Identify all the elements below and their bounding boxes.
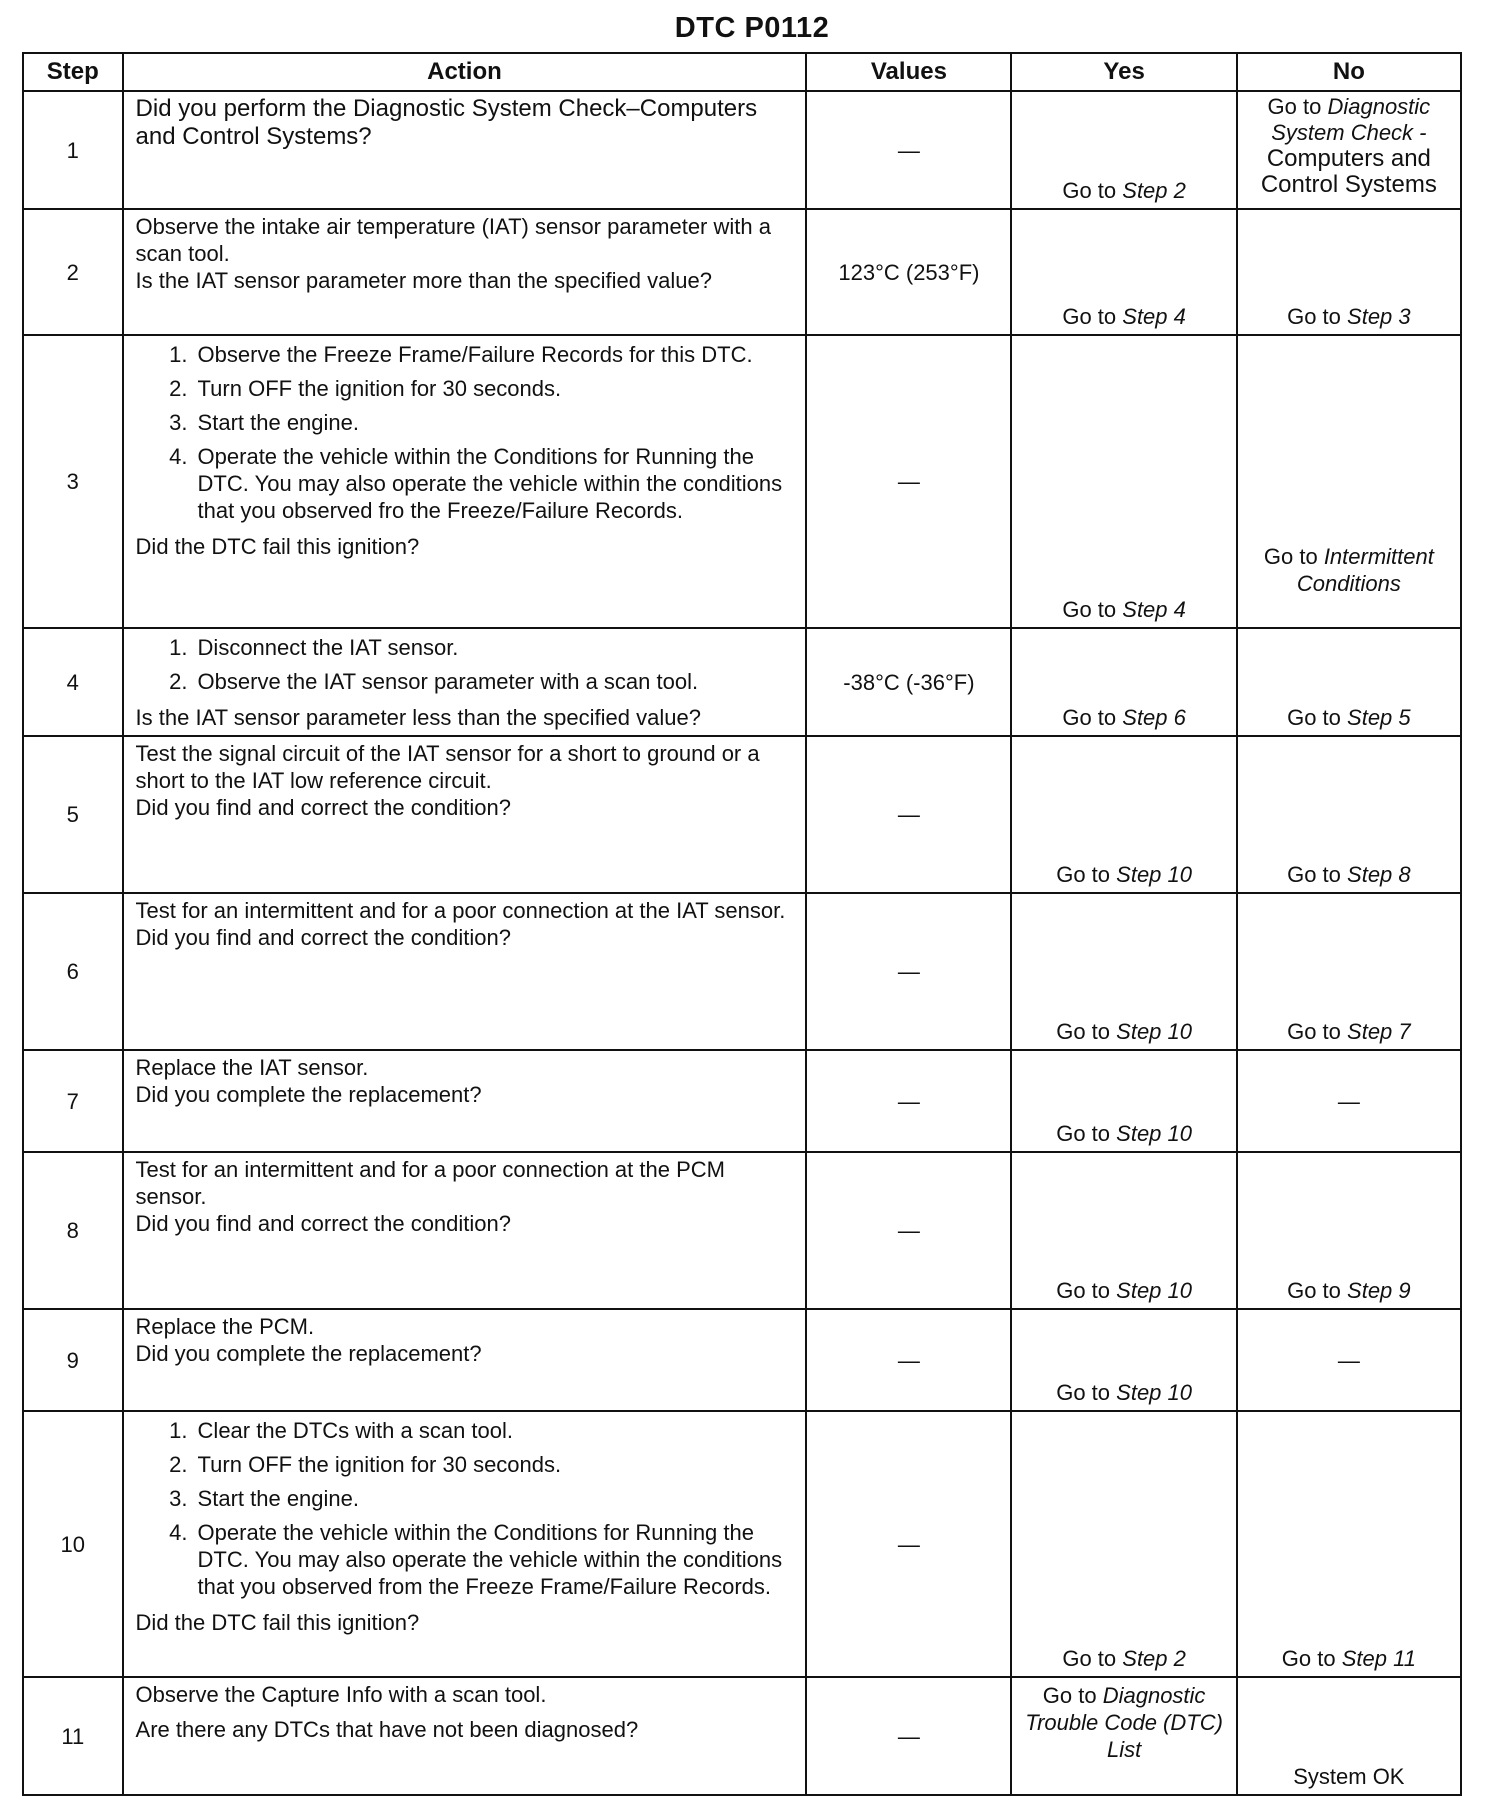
yes-cell: Go to Diagnostic Trouble Code (DTC) List (1011, 1677, 1236, 1795)
no-cell: System OK (1237, 1677, 1461, 1795)
yes-link[interactable]: Step 6 (1122, 705, 1186, 730)
header-step: Step (23, 53, 123, 91)
yes-link[interactable]: Diagnostic Trouble Code (DTC) List (1025, 1683, 1223, 1762)
no-link[interactable]: Intermittent Conditions (1296, 544, 1434, 596)
yes-link[interactable]: Step 2 (1122, 1646, 1186, 1671)
yes-cell: Go to Step 10 (1011, 1309, 1236, 1411)
action-question: Did you complete the replacement? (135, 1341, 482, 1366)
table-row (23, 91, 1461, 209)
values-cell: — (806, 1411, 1011, 1677)
table-row (23, 335, 1461, 628)
action-step: 2. Turn OFF the ignition for 30 seconds. (194, 375, 798, 402)
yes-cell: Go to Step 10 (1011, 736, 1236, 893)
header-no: No (1237, 53, 1461, 91)
yes-link[interactable]: Step 10 (1116, 1121, 1192, 1146)
action-cell (123, 335, 807, 628)
yes-link[interactable]: Step 4 (1122, 304, 1186, 329)
header-values: Values (806, 53, 1011, 91)
no-cell: Go to Step 5 (1237, 628, 1461, 736)
step-number: 10 (23, 1411, 123, 1677)
values-cell: — (806, 1309, 1011, 1411)
yes-cell: Go to Step 2 (1011, 1411, 1236, 1677)
no-link[interactable]: Step 7 (1347, 1019, 1411, 1044)
action-question: Did the DTC fail this ignition? (135, 534, 420, 559)
yes-link[interactable]: Step 2 (1122, 178, 1186, 203)
action-cell (123, 209, 807, 335)
no-link-tail[interactable]: Computers and Control Systems (1260, 145, 1437, 198)
no-link[interactable]: Step 8 (1347, 862, 1411, 887)
no-link[interactable]: Step 9 (1347, 1278, 1411, 1303)
values-cell: -38°C (-36°F) (806, 628, 1011, 736)
action-step: 2. Turn OFF the ignition for 30 seconds. (194, 1451, 798, 1478)
table-row (23, 736, 1461, 893)
table-row (23, 893, 1461, 1050)
yes-cell: Go to Step 4 (1011, 335, 1236, 628)
no-link[interactable]: Diagnostic System Check - (1271, 94, 1431, 145)
values-cell: 123°C (253°F) (806, 209, 1011, 335)
action-step: 1. Observe the Freeze Frame/Failure Records for this DTC. (194, 341, 798, 368)
page-title: DTC P0112 (674, 12, 830, 44)
step-number: 2 (23, 209, 123, 335)
values-cell: — (806, 1677, 1011, 1795)
step-number: 8 (23, 1152, 123, 1309)
action-cell (123, 1152, 807, 1309)
action-question: Are there any DTCs that have not been diagnosed? (135, 1717, 639, 1742)
action-text: Observe the Capture Info with a scan tool. (135, 1682, 547, 1707)
no-link[interactable]: Step 3 (1347, 304, 1411, 329)
action-step: 1. Disconnect the IAT sensor. (194, 634, 798, 661)
step-number: 7 (23, 1050, 123, 1152)
header-action: Action (123, 53, 807, 91)
action-cell (123, 1309, 807, 1411)
action-steps (136, 341, 798, 531)
diagnostic-table (22, 52, 1462, 1796)
yes-link[interactable]: Step 10 (1116, 862, 1192, 887)
header-row (23, 53, 1461, 91)
action-cell (123, 736, 807, 893)
table-row (23, 1050, 1461, 1152)
values-cell: — (806, 1152, 1011, 1309)
values-cell: — (806, 893, 1011, 1050)
values-cell: — (806, 335, 1011, 628)
step-number: 1 (23, 91, 123, 209)
values-cell: — (806, 736, 1011, 893)
yes-link[interactable]: Step 4 (1122, 597, 1186, 622)
yes-cell: Go to Step 10 (1011, 1050, 1236, 1152)
table-row (23, 1152, 1461, 1309)
action-question: Did the DTC fail this ignition? (135, 1610, 420, 1635)
action-question: Did you find and correct the condition? (135, 1211, 511, 1236)
no-cell: Go to Step 11 (1237, 1411, 1461, 1677)
step-number: 5 (23, 736, 123, 893)
action-question: Is the IAT sensor parameter less than the specified value? (135, 705, 701, 730)
no-cell: — (1237, 1309, 1461, 1411)
yes-cell: Go to Step 4 (1011, 209, 1236, 335)
action-step: 3. Start the engine. (194, 409, 798, 436)
yes-cell: Go to Step 6 (1011, 628, 1236, 736)
no-cell: — (1237, 1050, 1461, 1152)
action-cell (123, 893, 807, 1050)
no-cell: Go to Intermittent Conditions (1237, 335, 1461, 628)
values-cell: — (806, 1050, 1011, 1152)
action-steps (136, 634, 798, 702)
action-step: 3. Start the engine. (194, 1485, 798, 1512)
table-row (23, 1411, 1461, 1677)
action-step: 2. Observe the IAT sensor parameter with a scan tool. (194, 668, 798, 695)
action-step: 4. Operate the vehicle within the Conditions for Running the DTC. You may also operate the vehicle within the conditions that you observed fro the Freeze/Failure Records. (194, 443, 798, 524)
no-cell: Go to Step 7 (1237, 893, 1461, 1050)
step-number: 3 (23, 335, 123, 628)
action-text: Test the signal circuit of the IAT sensor for a short to ground or a short to the IAT low reference circuit. (135, 741, 760, 793)
table-row (23, 1677, 1461, 1795)
values-cell: — (806, 91, 1011, 209)
step-number: 4 (23, 628, 123, 736)
action-text: Test for an intermittent and for a poor connection at the IAT sensor. (135, 898, 786, 923)
action-text: Replace the PCM. (135, 1314, 315, 1339)
table-row (23, 628, 1461, 736)
header-yes: Yes (1011, 53, 1236, 91)
action-text: Observe the intake air temperature (IAT) sensor parameter with a scan tool. (135, 214, 771, 266)
step-number: 6 (23, 893, 123, 1050)
yes-cell: Go to Step 10 (1011, 893, 1236, 1050)
action-step: 4. Operate the vehicle within the Conditions for Running the DTC. You may also operate the vehicle within the conditions that you observed from the Freeze Frame/Failure Records. (194, 1519, 798, 1600)
action-text: Did you perform the Diagnostic System Check–Computers and Control Systems? (135, 95, 758, 150)
action-cell (123, 91, 807, 209)
step-number: 9 (23, 1309, 123, 1411)
no-cell: Go to Step 8 (1237, 736, 1461, 893)
action-step: 1. Clear the DTCs with a scan tool. (194, 1417, 798, 1444)
action-text: Test for an intermittent and for a poor connection at the PCM sensor. (135, 1157, 725, 1209)
yes-link[interactable]: Step 10 (1116, 1380, 1192, 1405)
yes-link[interactable]: Step 10 (1116, 1019, 1192, 1044)
step-number: 11 (23, 1677, 123, 1795)
no-cell: Go to Diagnostic System Check - Computers and Control Systems (1237, 91, 1461, 209)
no-cell: Go to Step 9 (1237, 1152, 1461, 1309)
yes-cell: Go to Step 2 (1011, 91, 1236, 209)
action-question: Did you find and correct the condition? (135, 925, 511, 950)
action-cell (123, 1411, 807, 1677)
no-link[interactable]: Step 5 (1347, 705, 1411, 730)
no-cell: Go to Step 3 (1237, 209, 1461, 335)
yes-link[interactable]: Step 10 (1116, 1278, 1192, 1303)
no-link[interactable]: Step 11 (1341, 1646, 1416, 1671)
table-row (23, 209, 1461, 335)
yes-cell: Go to Step 10 (1011, 1152, 1236, 1309)
action-cell (123, 628, 807, 736)
action-cell (123, 1677, 807, 1795)
action-text: Replace the IAT sensor. (135, 1055, 369, 1080)
action-question: Did you find and correct the condition? (135, 795, 511, 820)
action-steps (136, 1417, 798, 1607)
action-question: Did you complete the replacement? (135, 1082, 482, 1107)
action-cell (123, 1050, 807, 1152)
table-row (23, 1309, 1461, 1411)
action-question: Is the IAT sensor parameter more than the specified value? (135, 268, 712, 293)
